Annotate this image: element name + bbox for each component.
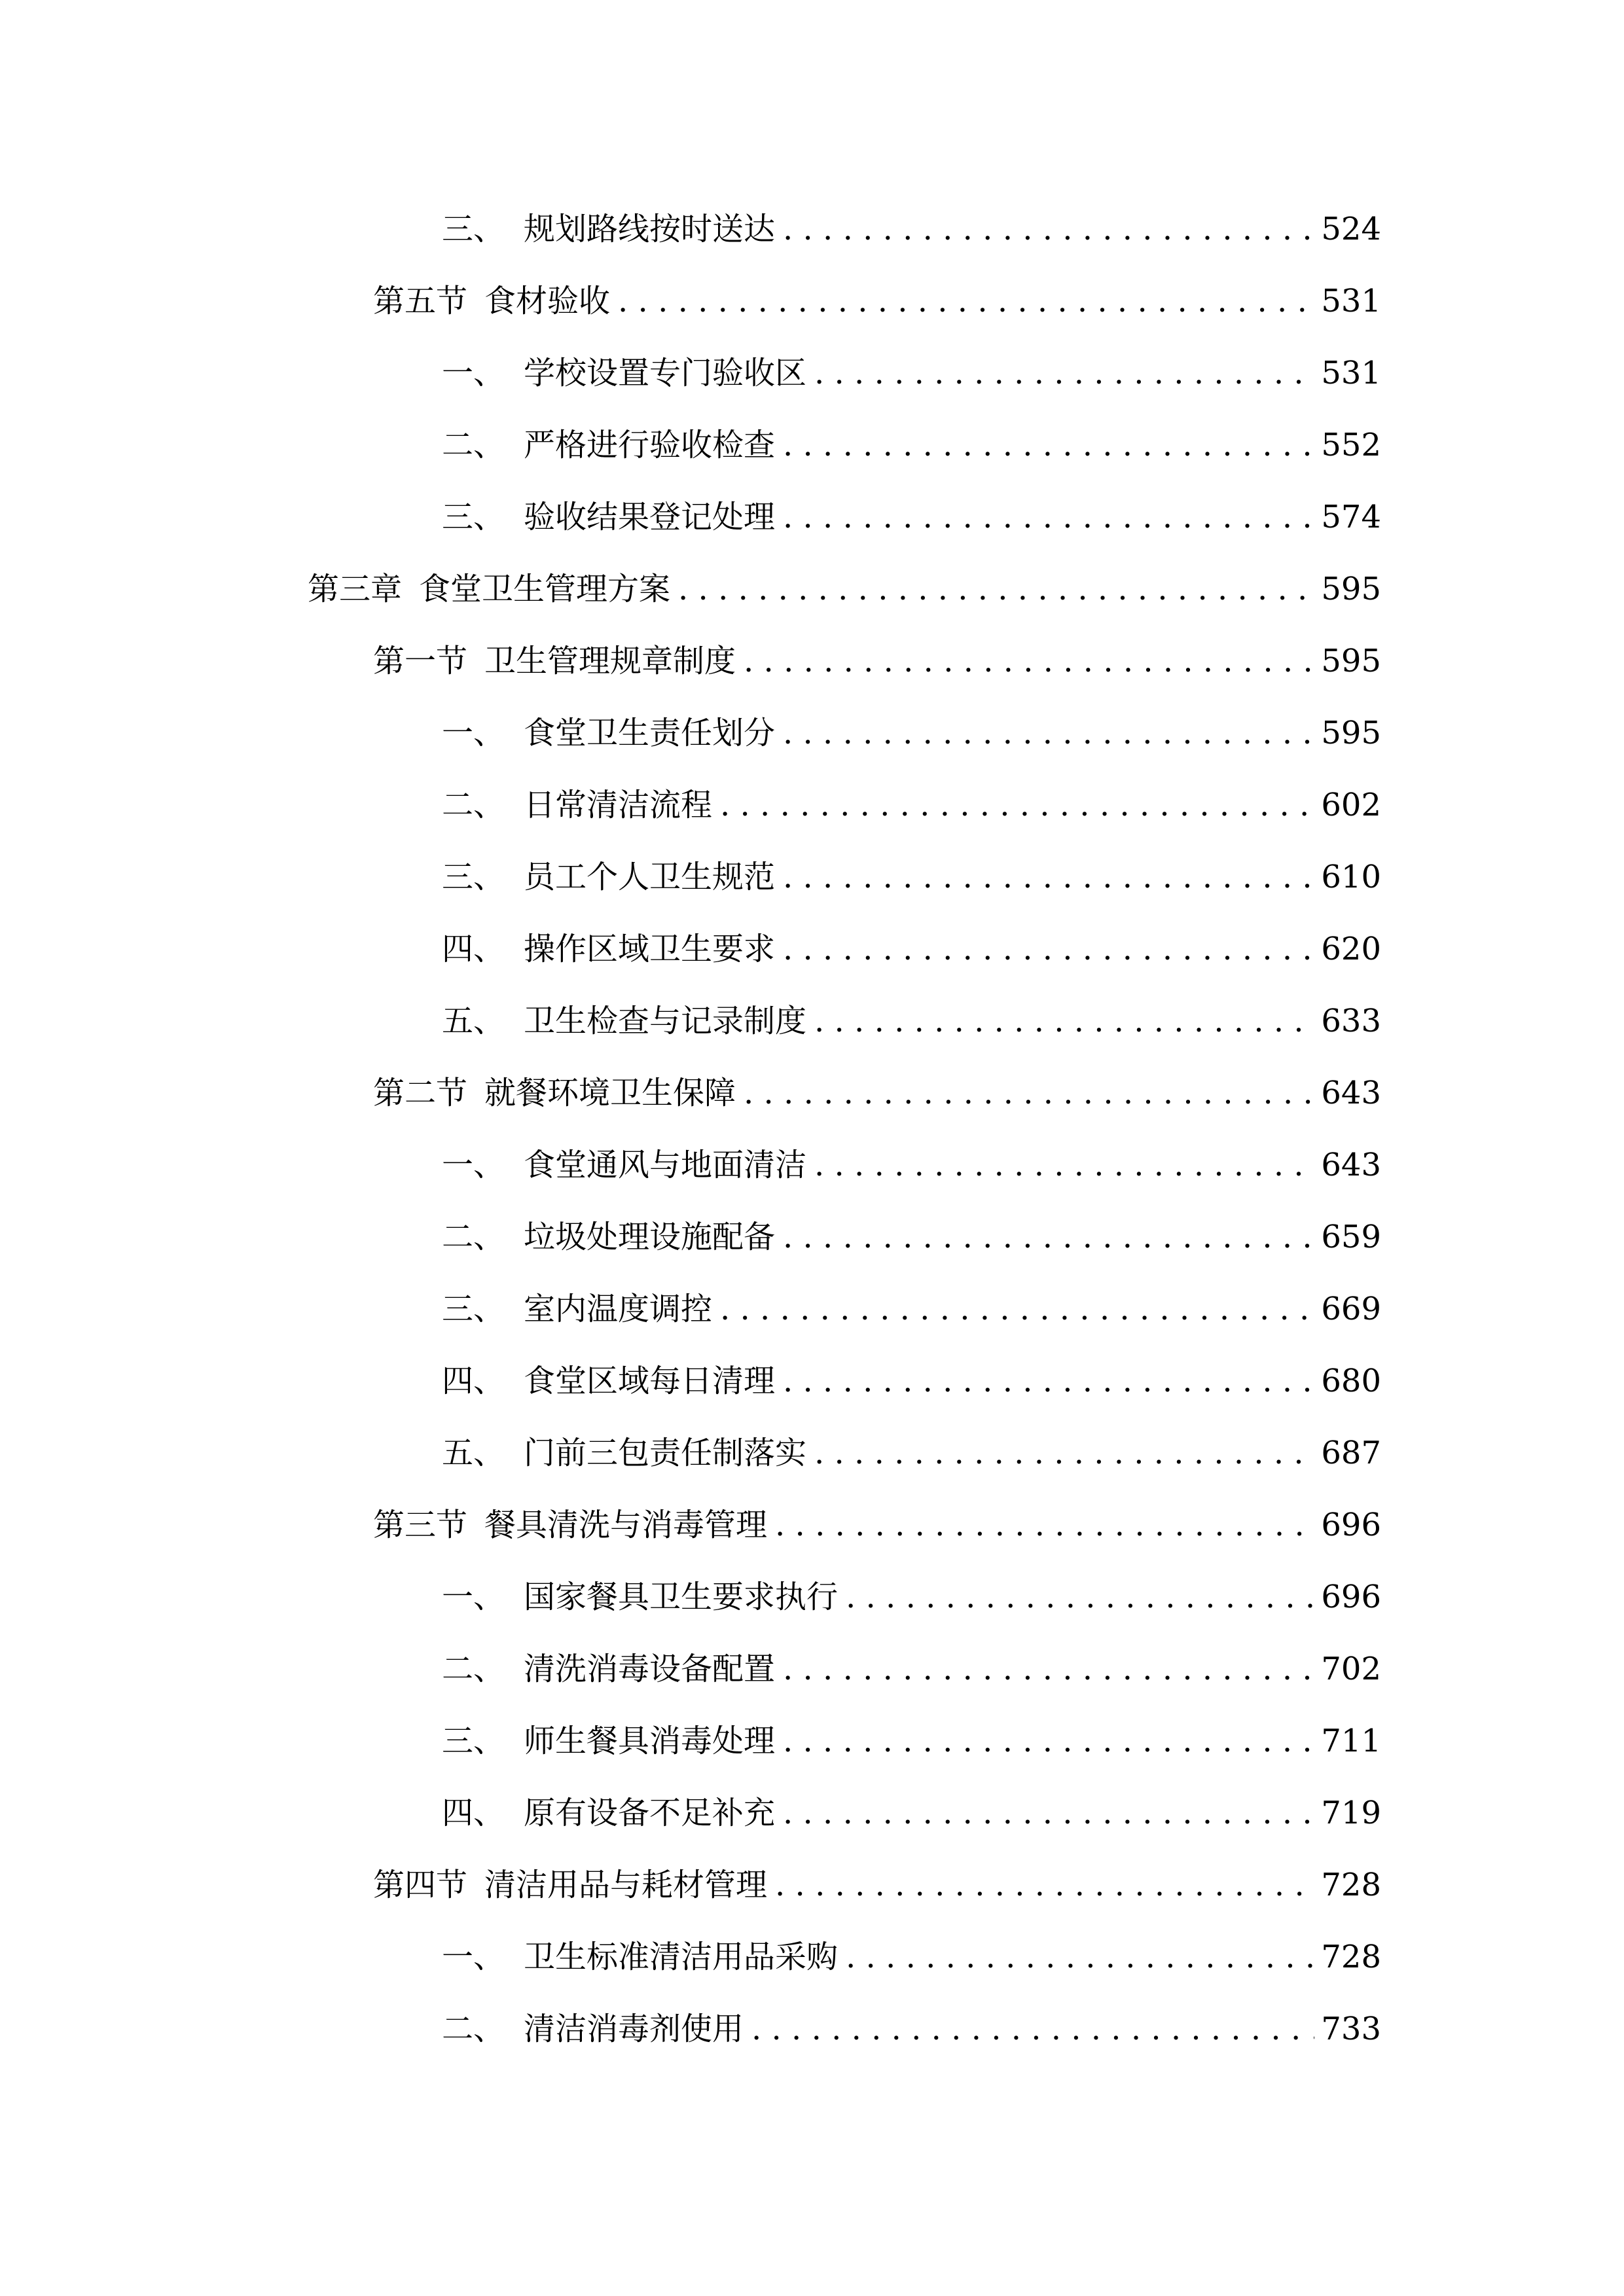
toc-entry-number: 五、 bbox=[442, 1003, 505, 1039]
toc-entry-number: 三、 bbox=[442, 499, 505, 535]
toc-entry-number: 三、 bbox=[442, 859, 505, 895]
toc-entry bbox=[442, 196, 1381, 262]
toc-entry bbox=[442, 1204, 1381, 1270]
toc-entry bbox=[442, 1636, 1381, 1702]
toc-entry-number: 第三节 bbox=[373, 1507, 468, 1543]
toc-entry bbox=[373, 1852, 1381, 1918]
toc-entry-title: 严格进行验收检查 bbox=[524, 427, 776, 463]
dot-leader bbox=[783, 1653, 1314, 1685]
toc-entry-page-number: 531 bbox=[1321, 355, 1381, 391]
dot-leader bbox=[783, 429, 1314, 461]
dot-leader bbox=[783, 861, 1314, 893]
dot-leader bbox=[846, 1941, 1314, 1973]
toc-entry-page-number: 659 bbox=[1321, 1219, 1381, 1255]
toc-entry-number: 四、 bbox=[442, 1363, 505, 1399]
toc-entry-number: 五、 bbox=[442, 1435, 505, 1471]
dot-leader bbox=[744, 645, 1314, 677]
toc-entry-number: 一、 bbox=[442, 1579, 505, 1615]
dot-leader bbox=[783, 717, 1314, 749]
toc-entry bbox=[442, 1708, 1381, 1774]
toc-entry-title: 验收结果登记处理 bbox=[524, 499, 776, 535]
toc-entry-number: 第二节 bbox=[373, 1075, 468, 1111]
toc-entry bbox=[442, 772, 1381, 838]
toc-entry bbox=[442, 412, 1381, 478]
toc-entry bbox=[442, 1132, 1381, 1198]
toc-entry-title: 食堂卫生管理方案 bbox=[419, 571, 671, 607]
toc-entry bbox=[373, 268, 1381, 334]
dot-leader bbox=[720, 789, 1314, 821]
toc-entry-title: 日常清洁流程 bbox=[524, 787, 713, 823]
dot-leader bbox=[775, 1869, 1314, 1901]
toc-entry-number: 二、 bbox=[442, 787, 505, 823]
toc-entry-number: 一、 bbox=[442, 715, 505, 751]
dot-leader bbox=[751, 2013, 1314, 2045]
toc-entry-title: 食堂卫生责任划分 bbox=[524, 715, 776, 751]
toc-entry bbox=[442, 700, 1381, 766]
dot-leader bbox=[814, 1149, 1314, 1181]
toc-entry-title: 卫生标准清洁用品采购 bbox=[524, 1939, 839, 1975]
dot-leader bbox=[783, 1221, 1314, 1253]
toc-entry-page-number: 687 bbox=[1321, 1435, 1381, 1471]
toc-entry-title: 食材验收 bbox=[484, 283, 611, 319]
toc-entry bbox=[442, 340, 1381, 406]
toc-entry bbox=[442, 1276, 1381, 1342]
toc-entry-number: 二、 bbox=[442, 1651, 505, 1687]
dot-leader bbox=[618, 285, 1314, 317]
toc-entry-page-number: 728 bbox=[1321, 1867, 1381, 1903]
toc-entry bbox=[442, 1420, 1381, 1486]
toc-entry-title: 员工个人卫生规范 bbox=[524, 859, 776, 895]
toc-entry bbox=[442, 1996, 1381, 2062]
toc-entry-title: 餐具清洗与消毒管理 bbox=[484, 1507, 768, 1543]
toc-entry-title: 规划路线按时送达 bbox=[524, 211, 776, 247]
toc-entry-number: 一、 bbox=[442, 1939, 505, 1975]
toc-entry-number: 三、 bbox=[442, 211, 505, 247]
dot-leader bbox=[783, 501, 1314, 533]
toc-entry-title: 原有设备不足补充 bbox=[524, 1795, 776, 1831]
dot-leader bbox=[783, 933, 1314, 965]
toc-entry bbox=[373, 1060, 1381, 1126]
dot-leader bbox=[744, 1077, 1314, 1109]
dot-leader bbox=[814, 357, 1314, 389]
toc-entry-title: 垃圾处理设施配备 bbox=[524, 1219, 776, 1255]
toc-entry-title: 清洁用品与耗材管理 bbox=[484, 1867, 768, 1903]
toc-entry-number: 四、 bbox=[442, 931, 505, 967]
toc-entry-page-number: 733 bbox=[1321, 2011, 1381, 2047]
toc-entry-page-number: 696 bbox=[1321, 1579, 1381, 1615]
toc-entry bbox=[373, 628, 1381, 694]
toc-entry-page-number: 595 bbox=[1321, 571, 1381, 607]
dot-leader bbox=[783, 1797, 1314, 1829]
toc-entry-page-number: 531 bbox=[1321, 283, 1381, 319]
toc-entry-page-number: 574 bbox=[1321, 499, 1381, 535]
toc-entry-page-number: 524 bbox=[1321, 211, 1381, 247]
toc-entry-page-number: 719 bbox=[1321, 1795, 1381, 1831]
toc-entry bbox=[442, 484, 1381, 550]
toc-entry-page-number: 595 bbox=[1321, 715, 1381, 751]
toc-entry-title: 清洁消毒剂使用 bbox=[524, 2011, 744, 2047]
toc-entry-page-number: 610 bbox=[1321, 859, 1381, 895]
toc-entry-page-number: 669 bbox=[1321, 1291, 1381, 1327]
dot-leader bbox=[814, 1437, 1314, 1469]
toc-entry-page-number: 696 bbox=[1321, 1507, 1381, 1543]
toc-entry-page-number: 552 bbox=[1321, 427, 1381, 463]
toc-entry-number: 一、 bbox=[442, 1147, 505, 1183]
toc-entry-title: 学校设置专门验收区 bbox=[524, 355, 807, 391]
toc-entry-title: 室内温度调控 bbox=[524, 1291, 713, 1327]
toc-entry-number: 一、 bbox=[442, 355, 505, 391]
toc-entry-title: 国家餐具卫生要求执行 bbox=[524, 1579, 839, 1615]
toc-entry bbox=[442, 1924, 1381, 1990]
toc-entry-number: 三、 bbox=[442, 1723, 505, 1759]
toc-entry-number: 第四节 bbox=[373, 1867, 468, 1903]
toc-entry-title: 清洗消毒设备配置 bbox=[524, 1651, 776, 1687]
toc-entry-page-number: 680 bbox=[1321, 1363, 1381, 1399]
toc-entry-number: 第三章 bbox=[308, 571, 403, 607]
dot-leader bbox=[846, 1581, 1314, 1613]
dot-leader bbox=[678, 573, 1314, 605]
toc-entry bbox=[442, 1780, 1381, 1846]
toc-entry-page-number: 643 bbox=[1321, 1147, 1381, 1183]
toc-entry-page-number: 595 bbox=[1321, 643, 1381, 679]
toc-entry-page-number: 620 bbox=[1321, 931, 1381, 967]
dot-leader bbox=[775, 1509, 1314, 1541]
toc-entry-page-number: 602 bbox=[1321, 787, 1381, 823]
toc-entry-number: 三、 bbox=[442, 1291, 505, 1327]
toc-entry bbox=[442, 1564, 1381, 1630]
dot-leader bbox=[783, 213, 1314, 245]
toc-entry bbox=[442, 1348, 1381, 1414]
toc-entry-page-number: 633 bbox=[1321, 1003, 1381, 1039]
toc-entry-title: 师生餐具消毒处理 bbox=[524, 1723, 776, 1759]
toc-entry-title: 操作区域卫生要求 bbox=[524, 931, 776, 967]
toc-entry bbox=[442, 988, 1381, 1054]
dot-leader bbox=[814, 1005, 1314, 1037]
dot-leader bbox=[720, 1293, 1314, 1325]
dot-leader bbox=[783, 1365, 1314, 1397]
toc-entry-title: 卫生检查与记录制度 bbox=[524, 1003, 807, 1039]
toc-entry-number: 第五节 bbox=[373, 283, 468, 319]
toc-entry-page-number: 643 bbox=[1321, 1075, 1381, 1111]
toc-entry bbox=[442, 844, 1381, 910]
toc-entry-number: 二、 bbox=[442, 427, 505, 463]
toc-entry-title: 食堂通风与地面清洁 bbox=[524, 1147, 807, 1183]
toc-entry-page-number: 702 bbox=[1321, 1651, 1381, 1687]
toc-entry-title: 就餐环境卫生保障 bbox=[484, 1075, 736, 1111]
toc-entry bbox=[373, 1492, 1381, 1558]
toc-entry-number: 四、 bbox=[442, 1795, 505, 1831]
toc-entry-page-number: 711 bbox=[1321, 1723, 1381, 1759]
toc-entry-number: 第一节 bbox=[373, 643, 468, 679]
toc-entry-number: 二、 bbox=[442, 2011, 505, 2047]
toc-entry-page-number: 728 bbox=[1321, 1939, 1381, 1975]
toc-entry-title: 卫生管理规章制度 bbox=[484, 643, 736, 679]
toc-entry bbox=[308, 556, 1381, 622]
toc-entry-title: 食堂区域每日清理 bbox=[524, 1363, 776, 1399]
toc-entry-title: 门前三包责任制落实 bbox=[524, 1435, 807, 1471]
toc-entry-number: 二、 bbox=[442, 1219, 505, 1255]
dot-leader bbox=[783, 1725, 1314, 1757]
toc-entry bbox=[442, 916, 1381, 982]
